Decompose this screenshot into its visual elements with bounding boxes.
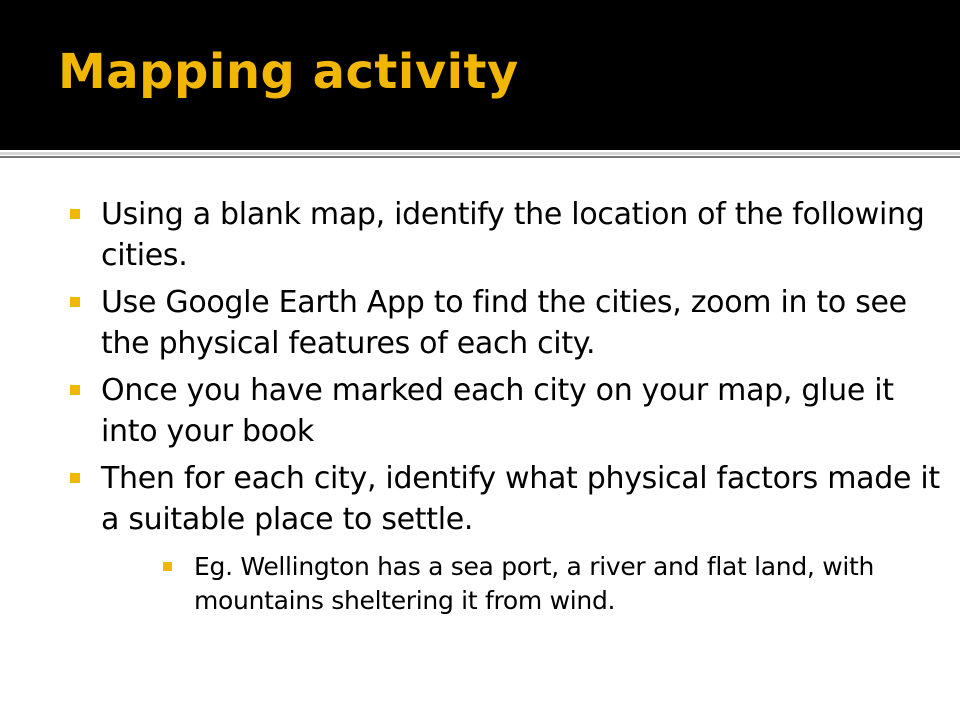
bullet-item xyxy=(70,282,950,364)
bullet-text: Using a blank map, identify the location of the following cities. xyxy=(101,197,925,273)
sub-bullet-text: Eg. Wellington has a sea port, a river and flat land, with mountains sheltering it from wind. xyxy=(194,552,875,615)
title-bar xyxy=(0,0,960,150)
title-divider-light xyxy=(0,152,960,155)
bullet-item xyxy=(70,370,950,452)
square-bullet-icon xyxy=(70,473,80,483)
square-bullet-icon xyxy=(163,562,172,571)
bullet-item xyxy=(70,194,950,276)
bullet-text: Use Google Earth App to find the cities, zoom in to see the physical features of each city. xyxy=(101,285,907,361)
sub-bullet-item xyxy=(163,550,950,618)
bullet-text: Then for each city, identify what physical factors made it a suitable place to settle. xyxy=(101,461,940,537)
square-bullet-icon xyxy=(70,209,80,219)
slide-title: Mapping activity xyxy=(58,44,519,100)
bullet-item xyxy=(70,458,950,618)
bullet-text: Once you have marked each city on your map, glue it into your book xyxy=(101,373,894,449)
square-bullet-icon xyxy=(70,297,80,307)
title-divider-dark xyxy=(0,156,960,158)
bullet-list xyxy=(70,194,950,624)
square-bullet-icon xyxy=(70,385,80,395)
